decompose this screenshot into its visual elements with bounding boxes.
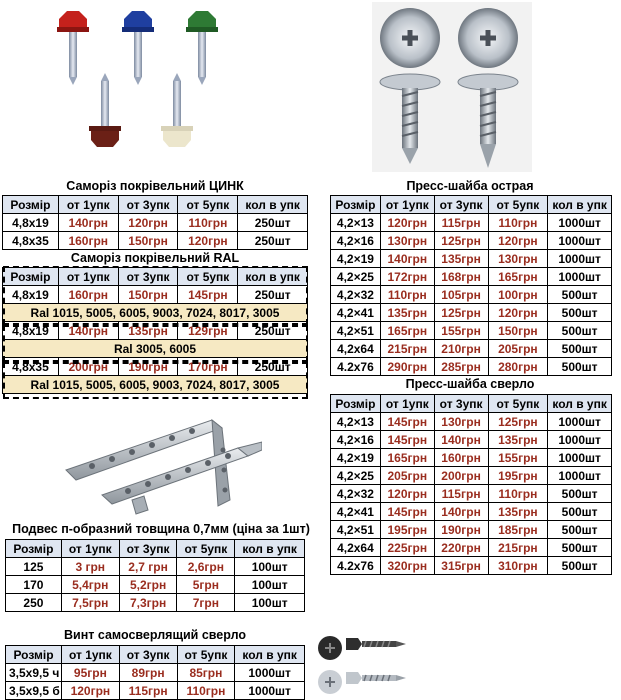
hanger-table [5,539,305,612]
qty-cell: 250шт [238,214,308,232]
drywall-screws-image [316,632,416,698]
price-cell: 210грн [434,340,488,358]
ral-header-row [3,268,308,286]
col-3pack-header: от 3упк [434,395,488,413]
price-cell: 110грн [178,214,238,232]
size-cell: 4,2×41 [331,503,381,521]
price-cell: 125грн [488,413,548,431]
qty-cell: 500шт [548,539,612,557]
zinc-header-row [3,196,308,214]
zinc-title: Саморіз покрівельний ЦИНК [66,179,244,193]
table-row [3,232,308,250]
ral-colors-note [3,340,308,358]
price-cell: 155грн [488,449,548,467]
price-cell: 195грн [488,467,548,485]
hanger-header-row [6,540,305,558]
qty-cell: 500шт [548,322,612,340]
col-1pack-header: от 1упк [58,196,118,214]
col-size-header: Розмір [6,646,62,664]
price-cell: 165грн [380,322,434,340]
qty-cell: 1000шт [548,467,612,485]
ral-colors-text: Ral 1015, 5005, 6005, 9003, 7024, 8017, 3005 [3,304,308,322]
qty-cell: 500шт [548,485,612,503]
size-cell: 4,2×41 [331,304,381,322]
hanger-title: Подвес п-образний товщина 0,7мм (ціна за 1шт) [12,522,310,536]
table-row [331,286,612,304]
size-cell: 4,2×51 [331,322,381,340]
size-cell: 4,8х19 [3,286,59,304]
price-cell: 145грн [178,286,238,304]
price-cell: 140грн [380,250,434,268]
price-cell: 110грн [177,682,235,700]
price-cell: 95грн [61,664,119,682]
price-cell: 285грн [434,358,488,376]
price-cell: 200грн [58,358,118,376]
price-cell: 135грн [118,322,178,340]
price-cell: 168грн [434,268,488,286]
col-1pack-header: от 1упк [380,395,434,413]
price-cell: 280грн [488,358,548,376]
table-row [331,413,612,431]
price-cell: 120грн [178,232,238,250]
qty-cell: 500шт [548,340,612,358]
table-row [331,232,612,250]
table-row [331,214,612,232]
price-cell: 155грн [434,322,488,340]
price-cell: 125грн [434,304,488,322]
zinc-table [2,195,308,250]
size-cell: 4,2×25 [331,467,381,485]
qty-cell: 500шт [548,286,612,304]
col-5pack-header: от 5упк [488,395,548,413]
size-cell: 4,2×13 [331,214,381,232]
price-cell: 135грн [434,250,488,268]
qty-cell: 1000шт [548,449,612,467]
price-cell: 5,4грн [61,576,119,594]
price-cell: 115грн [434,485,488,503]
qty-cell: 250шт [238,286,308,304]
price-cell: 89грн [119,664,177,682]
table-row [6,682,305,700]
screw-drill-title: Винт самосверлящий сверло [64,628,246,642]
price-cell: 120грн [488,232,548,250]
ral-colors-text: Ral 1015, 5005, 6005, 9003, 7024, 8017, 3005 [3,376,308,394]
qty-cell: 100шт [235,576,305,594]
price-cell: 200грн [434,467,488,485]
price-cell: 150грн [118,232,178,250]
size-cell: 125 [6,558,62,576]
u-shaped-hanger-image [62,400,262,520]
col-1pack-header: от 1упк [61,646,119,664]
price-cell: 7грн [177,594,235,612]
qty-cell: 100шт [235,558,305,576]
size-cell: 3,5х9,5 ч [6,664,62,682]
table-row [331,304,612,322]
price-cell: 100грн [488,286,548,304]
table-row [6,594,305,612]
table-row [331,250,612,268]
price-cell: 145грн [380,413,434,431]
press-sharp-title: Пресс-шайба острая [406,179,534,193]
col-size-header: Розмір [331,395,381,413]
price-cell: 105грн [434,286,488,304]
qty-cell: 500шт [548,503,612,521]
qty-cell: 500шт [548,358,612,376]
table-row [331,467,612,485]
press-sharp-header-row [331,196,612,214]
col-qty-header: кол в упк [238,196,308,214]
price-cell: 129грн [178,322,238,340]
price-cell: 320грн [380,557,434,575]
table-row [6,664,305,682]
size-cell: 4.2х76 [331,358,381,376]
price-cell: 85грн [177,664,235,682]
colored-roofing-screws-image [45,5,225,175]
press-drill-table [330,394,612,575]
table-row [331,340,612,358]
ral-colors-text: Ral 3005, 6005 [3,340,308,358]
table-row [6,558,305,576]
price-cell: 190грн [118,358,178,376]
qty-cell: 1000шт [235,664,305,682]
table-row [331,485,612,503]
col-3pack-header: от 3упк [119,646,177,664]
price-cell: 110грн [488,485,548,503]
price-cell: 140грн [434,503,488,521]
screw-drill-header-row [6,646,305,664]
table-row [331,358,612,376]
price-cell: 115грн [119,682,177,700]
ral-colors-note [3,376,308,394]
press-sharp-table [330,195,612,376]
col-3pack-header: от 3упк [119,540,177,558]
ral-colors-note [3,304,308,322]
size-cell: 4,2×16 [331,431,381,449]
table-row [3,286,308,304]
price-cell: 205грн [488,340,548,358]
price-cell: 130грн [488,250,548,268]
col-1pack-header: от 1упк [58,268,118,286]
price-cell: 5грн [177,576,235,594]
price-cell: 135грн [488,503,548,521]
price-cell: 7,3грн [119,594,177,612]
price-cell: 150грн [488,322,548,340]
price-cell: 130грн [434,413,488,431]
price-cell: 220грн [434,539,488,557]
col-1pack-header: от 1упк [61,540,119,558]
price-cell: 120грн [380,214,434,232]
price-cell: 165грн [488,268,548,286]
price-cell: 110грн [488,214,548,232]
price-cell: 145грн [380,503,434,521]
price-cell: 3 грн [61,558,119,576]
qty-cell: 1000шт [548,250,612,268]
size-cell: 4,2х64 [331,539,381,557]
size-cell: 4,2×25 [331,268,381,286]
col-1pack-header: от 1упк [380,196,434,214]
press-drill-title: Пресс-шайба сверло [405,377,535,391]
price-cell: 225грн [380,539,434,557]
size-cell: 4,2×13 [331,413,381,431]
price-cell: 160грн [58,286,118,304]
price-cell: 150грн [118,286,178,304]
price-cell: 160грн [58,232,118,250]
qty-cell: 1000шт [235,682,305,700]
col-qty-header: кол в упк [235,646,305,664]
price-cell: 5,2грн [119,576,177,594]
table-row [331,431,612,449]
qty-cell: 500шт [548,304,612,322]
price-cell: 120грн [118,214,178,232]
qty-cell: 500шт [548,557,612,575]
price-cell: 7,5грн [61,594,119,612]
col-qty-header: кол в упк [548,395,612,413]
price-cell: 140грн [58,322,118,340]
col-size-header: Розмір [331,196,381,214]
size-cell: 4,2х64 [331,340,381,358]
table-row [331,521,612,539]
table-row [331,449,612,467]
price-cell: 2,6грн [177,558,235,576]
col-3pack-header: от 3упк [434,196,488,214]
price-cell: 115грн [434,214,488,232]
col-5pack-header: от 5упк [177,646,235,664]
price-cell: 315грн [434,557,488,575]
size-cell: 250 [6,594,62,612]
price-cell: 2,7 грн [119,558,177,576]
table-row [331,557,612,575]
table-row [3,214,308,232]
col-qty-header: кол в упк [238,268,308,286]
col-3pack-header: от 3упк [118,268,178,286]
col-3pack-header: от 3упк [118,196,178,214]
col-size-header: Розмір [3,196,59,214]
price-cell: 140грн [434,431,488,449]
size-cell: 170 [6,576,62,594]
size-cell: 4,2×19 [331,250,381,268]
price-cell: 185грн [488,521,548,539]
qty-cell: 250шт [238,358,308,376]
price-cell: 130грн [380,232,434,250]
price-cell: 310грн [488,557,548,575]
size-cell: 4,8х19 [3,322,59,340]
size-cell: 4,2×32 [331,485,381,503]
col-5pack-header: от 5упк [178,196,238,214]
col-5pack-header: от 5упк [178,268,238,286]
table-row [6,576,305,594]
qty-cell: 250шт [238,322,308,340]
price-cell: 110грн [380,286,434,304]
col-size-header: Розмір [3,268,59,286]
qty-cell: 250шт [238,232,308,250]
price-cell: 120грн [61,682,119,700]
qty-cell: 1000шт [548,413,612,431]
price-cell: 120грн [380,485,434,503]
price-cell: 215грн [488,539,548,557]
size-cell: 4,2×19 [331,449,381,467]
qty-cell: 1000шт [548,232,612,250]
price-cell: 172грн [380,268,434,286]
size-cell: 3,5х9,5 б [6,682,62,700]
screw-drill-table [5,645,305,700]
price-cell: 135грн [380,304,434,322]
size-cell: 4.2х76 [331,557,381,575]
size-cell: 4,2×16 [331,232,381,250]
price-cell: 120грн [488,304,548,322]
press-washer-screws-image [372,2,532,172]
qty-cell: 100шт [235,594,305,612]
price-cell: 125грн [434,232,488,250]
table-row [3,322,308,340]
size-cell: 4,8х35 [3,232,59,250]
size-cell: 4,8х19 [3,214,59,232]
table-row [331,539,612,557]
qty-cell: 1000шт [548,214,612,232]
price-cell: 290грн [380,358,434,376]
table-row [331,503,612,521]
table-row [3,358,308,376]
price-cell: 170грн [178,358,238,376]
price-cell: 140грн [58,214,118,232]
price-cell: 190грн [434,521,488,539]
price-cell: 215грн [380,340,434,358]
press-drill-header-row [331,395,612,413]
col-size-header: Розмір [6,540,62,558]
ral-title: Саморіз покрівельний RAL [70,251,240,265]
col-5pack-header: от 5упк [488,196,548,214]
price-cell: 195грн [380,521,434,539]
price-cell: 165грн [380,449,434,467]
price-cell: 135грн [488,431,548,449]
ral-table [2,267,308,394]
qty-cell: 500шт [548,521,612,539]
price-cell: 205грн [380,467,434,485]
qty-cell: 1000шт [548,268,612,286]
qty-cell: 1000шт [548,431,612,449]
price-cell: 160грн [434,449,488,467]
col-5pack-header: от 5упк [177,540,235,558]
col-qty-header: кол в упк [548,196,612,214]
table-row [331,268,612,286]
col-qty-header: кол в упк [235,540,305,558]
size-cell: 4,2×51 [331,521,381,539]
table-row [331,322,612,340]
size-cell: 4,2×32 [331,286,381,304]
size-cell: 4,8х35 [3,358,59,376]
price-cell: 145грн [380,431,434,449]
